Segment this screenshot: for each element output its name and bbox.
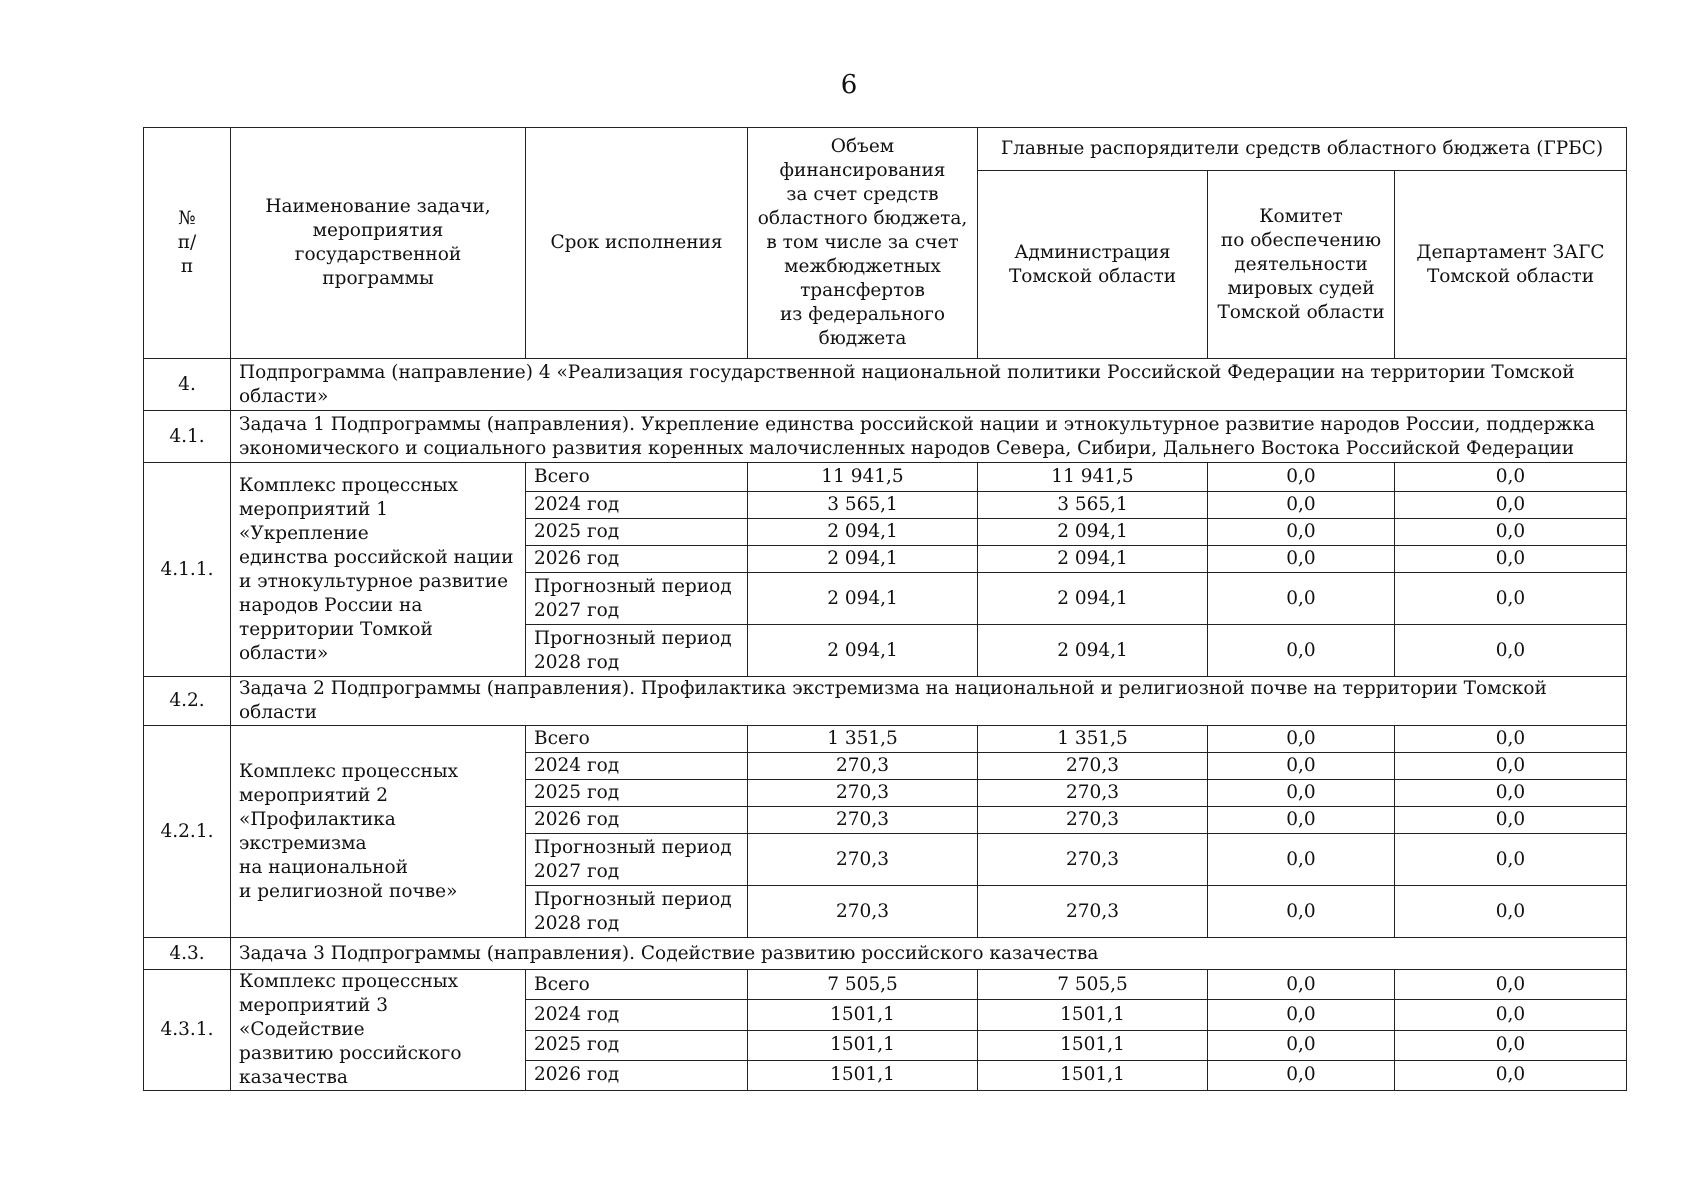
admin-cell: 270,3: [978, 753, 1208, 780]
activity-name: [231, 970, 526, 1091]
zags-cell: 0,0: [1395, 463, 1627, 492]
volume-cell: 2 094,1: [748, 573, 978, 625]
section-row: [144, 677, 1627, 726]
term-cell: 2026 год: [526, 1060, 748, 1090]
admin-cell: 270,3: [978, 807, 1208, 834]
header-row: [144, 128, 1627, 171]
table-row: [144, 463, 1627, 492]
admin-cell: 3 565,1: [978, 492, 1208, 519]
section-title: Задача 3 Подпрограммы (направления). Содействие развитию российского казачества: [231, 938, 1627, 970]
term-cell: 2024 год: [526, 1000, 748, 1030]
section-row: [144, 411, 1627, 463]
committee-cell: 0,0: [1208, 753, 1395, 780]
zags-cell: 0,0: [1395, 546, 1627, 573]
volume-cell: 1501,1: [748, 1000, 978, 1030]
volume-cell: 2 094,1: [748, 625, 978, 677]
volume-cell: 1501,1: [748, 1030, 978, 1060]
admin-cell: 7 505,5: [978, 970, 1208, 1000]
term-cell: 2025 год: [526, 780, 748, 807]
activity-name-line: территории Томкой: [239, 618, 433, 640]
zags-cell: 0,0: [1395, 726, 1627, 753]
header-committee-lines: [1216, 205, 1386, 325]
volume-cell: 270,3: [748, 807, 978, 834]
section-num: 4.3.: [144, 938, 231, 970]
volume-cell: 270,3: [748, 780, 978, 807]
activity-name-line: Комплекс процессных: [239, 474, 459, 496]
header-line: Томской области: [1426, 265, 1595, 287]
committee-cell: 0,0: [1208, 519, 1395, 546]
term-cell: Прогнозный период 2027 год: [526, 834, 748, 886]
header-line: деятельности: [1234, 253, 1368, 275]
term-cell: Всего: [526, 970, 748, 1000]
term-cell: Прогнозный период 2028 год: [526, 625, 748, 677]
zags-cell: 0,0: [1395, 970, 1627, 1000]
committee-cell: 0,0: [1208, 1000, 1395, 1030]
header-grbs: Главные распорядители средств областного бюджета (ГРБС): [978, 128, 1627, 171]
zags-cell: 0,0: [1395, 1030, 1627, 1060]
activity-name-line: Комплекс процессных: [239, 971, 459, 992]
committee-cell: 0,0: [1208, 492, 1395, 519]
activity-name-line: экстремизма: [239, 832, 367, 854]
committee-cell: 0,0: [1208, 834, 1395, 886]
activity-name-line: единства российской нации: [239, 546, 514, 568]
activity-name-line: Комплекс процессных: [239, 760, 459, 782]
admin-cell: 1 351,5: [978, 726, 1208, 753]
header-committee: [1208, 171, 1395, 359]
activity-num: 4.3.1.: [144, 970, 231, 1091]
admin-cell: 270,3: [978, 780, 1208, 807]
zags-cell: 0,0: [1395, 1060, 1627, 1090]
section-row: [144, 359, 1627, 411]
admin-cell: 1501,1: [978, 1030, 1208, 1060]
volume-cell: 2 094,1: [748, 546, 978, 573]
header-admin-lines: [986, 241, 1199, 289]
activity-name-line: области»: [239, 642, 329, 664]
volume-cell: 1 351,5: [748, 726, 978, 753]
term-cell: Всего: [526, 463, 748, 492]
zags-cell: 0,0: [1395, 834, 1627, 886]
header-volume-lines: [752, 135, 973, 351]
term-cell: 2026 год: [526, 807, 748, 834]
volume-cell: 270,3: [748, 834, 978, 886]
activity-name-line: на национальной: [239, 856, 408, 878]
volume-cell: 3 565,1: [748, 492, 978, 519]
committee-cell: 0,0: [1208, 970, 1395, 1000]
header-line: за счет средств: [786, 184, 939, 205]
section-title: Подпрограмма (направление) 4 «Реализация государственной национальной политики Российской Федерации на территории Томской области»: [231, 359, 1627, 411]
activity-name-line: мероприятий 3 «Содействие: [239, 995, 389, 1040]
committee-cell: 0,0: [1208, 625, 1395, 677]
header-line: мировых судей: [1227, 277, 1375, 299]
header-zags-lines: [1403, 241, 1618, 289]
table-row: [144, 970, 1627, 1000]
committee-cell: 0,0: [1208, 886, 1395, 938]
header-line: из федерального: [779, 304, 946, 325]
page-number: 6: [840, 70, 858, 100]
zags-cell: 0,0: [1395, 780, 1627, 807]
term-cell: 2024 год: [526, 492, 748, 519]
term-cell: Всего: [526, 726, 748, 753]
header-volume: [748, 128, 978, 359]
header-zags: [1395, 171, 1627, 359]
section-title: Задача 1 Подпрограммы (направления). Укрепление единства российской нации и этнокультурное развитие народов России, поддержка экономического и социального развития коренных малочисленных народов Севера, Сибири, Дальнего Востока Российской Федерации: [231, 411, 1627, 463]
admin-cell: 270,3: [978, 886, 1208, 938]
section-row: [144, 938, 1627, 970]
activity-name: [231, 463, 526, 677]
committee-cell: 0,0: [1208, 463, 1395, 492]
admin-cell: 270,3: [978, 834, 1208, 886]
activity-name-line: народов России на: [239, 594, 423, 616]
header-term: Срок исполнения: [526, 128, 748, 359]
activity-name-line: «Профилактика: [239, 808, 396, 830]
header-name: Наименование задачи, мероприятия государственной программы: [231, 128, 526, 359]
term-cell: 2024 год: [526, 753, 748, 780]
activity-name: [231, 726, 526, 938]
activity-name-line: и этнокультурное развитие: [239, 570, 509, 592]
volume-cell: 270,3: [748, 886, 978, 938]
header-line: Комитет: [1259, 205, 1343, 227]
committee-cell: 0,0: [1208, 780, 1395, 807]
zags-cell: 0,0: [1395, 519, 1627, 546]
header-admin: [978, 171, 1208, 359]
header-line: Томской области: [1217, 301, 1385, 323]
header-line: бюджета: [818, 328, 907, 349]
committee-cell: 0,0: [1208, 573, 1395, 625]
zags-cell: 0,0: [1395, 753, 1627, 780]
header-line: Объем: [830, 136, 895, 157]
activity-name-line: казачества: [239, 1067, 348, 1088]
zags-cell: 0,0: [1395, 807, 1627, 834]
volume-cell: 11 941,5: [748, 463, 978, 492]
header-line: Томской области: [1008, 265, 1177, 287]
committee-cell: 0,0: [1208, 546, 1395, 573]
header-num: № п/п: [144, 128, 231, 359]
activity-name-line: мероприятий 2: [239, 784, 389, 806]
term-cell: 2025 год: [526, 1030, 748, 1060]
header-line: Департамент ЗАГС: [1416, 241, 1605, 263]
volume-cell: 2 094,1: [748, 519, 978, 546]
table-row: [144, 726, 1627, 753]
volume-cell: 1501,1: [748, 1060, 978, 1090]
admin-cell: 2 094,1: [978, 519, 1208, 546]
header-line: областного бюджета,: [757, 208, 968, 229]
admin-cell: 2 094,1: [978, 546, 1208, 573]
zags-cell: 0,0: [1395, 1000, 1627, 1030]
committee-cell: 0,0: [1208, 726, 1395, 753]
committee-cell: 0,0: [1208, 1060, 1395, 1090]
header-line: межбюджетных: [784, 256, 941, 277]
admin-cell: 1501,1: [978, 1060, 1208, 1090]
header-line: финансирования: [779, 160, 946, 181]
term-cell: Прогнозный период 2027 год: [526, 573, 748, 625]
term-cell: Прогнозный период 2028 год: [526, 886, 748, 938]
activity-name-line: и религиозной почве»: [239, 880, 458, 902]
activity-num: 4.1.1.: [144, 463, 231, 677]
admin-cell: 2 094,1: [978, 625, 1208, 677]
table-body: [144, 128, 1627, 1091]
header-line: Администрация: [1014, 241, 1171, 263]
funding-table: [143, 127, 1627, 1091]
zags-cell: 0,0: [1395, 625, 1627, 677]
header-line: по обеспечению: [1220, 229, 1382, 251]
zags-cell: 0,0: [1395, 886, 1627, 938]
committee-cell: 0,0: [1208, 807, 1395, 834]
committee-cell: 0,0: [1208, 1030, 1395, 1060]
header-line: трансфертов: [800, 280, 925, 301]
admin-cell: 1501,1: [978, 1000, 1208, 1030]
volume-cell: 7 505,5: [748, 970, 978, 1000]
zags-cell: 0,0: [1395, 492, 1627, 519]
header-line: в том числе за счет: [766, 232, 959, 253]
volume-cell: 270,3: [748, 753, 978, 780]
section-num: 4.2.: [144, 677, 231, 726]
activity-name-line: мероприятий 1 «Укрепление: [239, 498, 389, 544]
admin-cell: 2 094,1: [978, 573, 1208, 625]
term-cell: 2025 год: [526, 519, 748, 546]
section-num: 4.: [144, 359, 231, 411]
zags-cell: 0,0: [1395, 573, 1627, 625]
term-cell: 2026 год: [526, 546, 748, 573]
admin-cell: 11 941,5: [978, 463, 1208, 492]
activity-name-line: развитию российского: [239, 1043, 462, 1064]
section-title: Задача 2 Подпрограммы (направления). Профилактика экстремизма на национальной и религиозной почве на территории Томской области: [231, 677, 1627, 726]
section-num: 4.1.: [144, 411, 231, 463]
activity-num: 4.2.1.: [144, 726, 231, 938]
